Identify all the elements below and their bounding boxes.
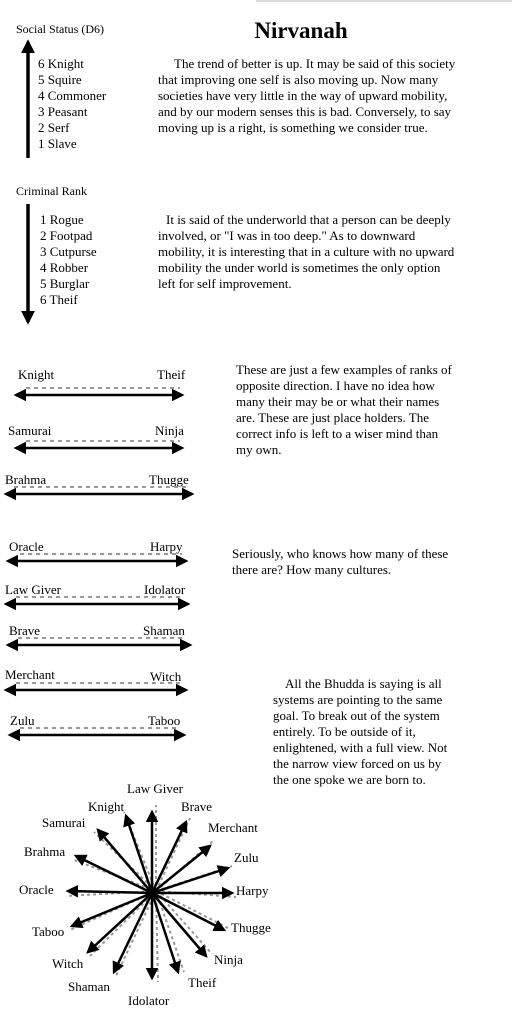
pair-arrow-knight-theif [16,388,182,395]
criminal-rank-5: 5 Burglar [40,276,90,291]
pair-left-label: Merchant [5,667,55,682]
bhudda-note: All the Bhudda is saying is all systems are pointing to the same goal. To break out of the system entirely. To be outside of it, enlightened, with a full view. Not the narrow view forced on us by the one spoke we are born to. [273,676,448,787]
wheel-diagram [66,805,236,982]
pair-left-label: Samurai [8,423,52,438]
social-rank-3: 3 Peasant [38,104,88,119]
pair-arrow-zulu-taboo [10,728,184,735]
wheel-label: Merchant [208,820,258,835]
wheel-label: Knight [88,799,125,814]
pair-left-label: Brave [9,623,41,638]
wheel-label: Witch [52,956,84,971]
pair-arrow-brahma-thugge [6,487,192,494]
social-rank-5: 5 Squire [38,72,82,87]
wheel-label: Shaman [68,979,110,994]
social-rank-2: 2 Serf [38,120,70,135]
pair-arrow-brave-shaman [8,638,190,645]
pair-left-label: Law Giver [5,582,61,597]
pair-arrow-lawgiver-idolator [6,597,188,604]
pair-arrow-samurai-ninja [16,441,182,448]
criminal-rank-heading: Criminal Rank [16,184,87,198]
wheel-label: Theif [188,975,217,990]
pair-right-label: Harpy [150,539,183,554]
wheel-label: Harpy [236,883,269,898]
criminal-rank-3: 3 Cutpurse [40,244,97,259]
page-title: Nirvanah [254,18,348,43]
criminal-rank-1: 1 Rogue [40,212,84,227]
pair-left-label: Oracle [9,539,44,554]
wheel-label: Thugge [231,920,271,935]
wheel-label: Ninja [214,952,243,967]
pair-arrows [6,388,192,735]
pair-right-label: Taboo [148,713,181,728]
wheel-label: Zulu [234,850,259,865]
wheel-label: Brahma [24,844,66,859]
criminal-rank-2: 2 Footpad [40,228,93,243]
wheel-label: Idolator [128,993,170,1008]
criminal-rank-4: 4 Robber [40,260,89,275]
wheel-label: Oracle [19,882,54,897]
pair-right-label: Witch [150,669,182,684]
criminal-rank-6: 6 Theif [40,292,78,307]
examples-note: These are just a few examples of ranks of opposite direction. I have no idea how many their may be or what their names are. These are just place holders. The correct info is left to a wiser mind than my own. [236,362,452,457]
social-rank-4: 4 Commoner [38,88,107,103]
pair-left-label: Brahma [5,472,47,487]
pair-right-label: Theif [157,367,186,382]
seriously-note: Seriously, who knows how many of these there are? How many cultures. [232,546,449,577]
wheel-label: Law Giver [127,781,183,796]
pair-right-label: Shaman [143,623,185,638]
pair-right-label: Idolator [144,582,186,597]
social-rank-6: 6 Knight [38,56,84,71]
wheel-label: Brave [181,799,213,814]
wheel-label: Samurai [42,815,86,830]
pair-arrow-merchant-witch [6,683,186,690]
pair-left-label: Knight [18,367,55,382]
pair-arrow-oracle-harpy [8,554,186,561]
criminal-rank-paragraph: It is said of the underworld that a person can be deeply involved, or "I was in too deep." As to downward mobility, it is interesting that in a culture with no upward mobility the under world is sometimes the only option left for self improvement. [158,212,455,291]
pair-right-label: Thugge [149,472,189,487]
wheel-label: Taboo [32,924,65,939]
pair-right-label: Ninja [155,423,184,438]
social-status-paragraph: The trend of better is up. It may be said of this society that improving one self is also moving up. Now many societies have very little in the way of upward mobility, and by our modern senses this is bad. Conversely, to say moving up is a right, is something we consider true. [158,56,456,135]
social-status-heading: Social Status (D6) [16,22,104,36]
social-rank-1: 1 Slave [38,136,77,151]
pair-left-label: Zulu [10,713,35,728]
